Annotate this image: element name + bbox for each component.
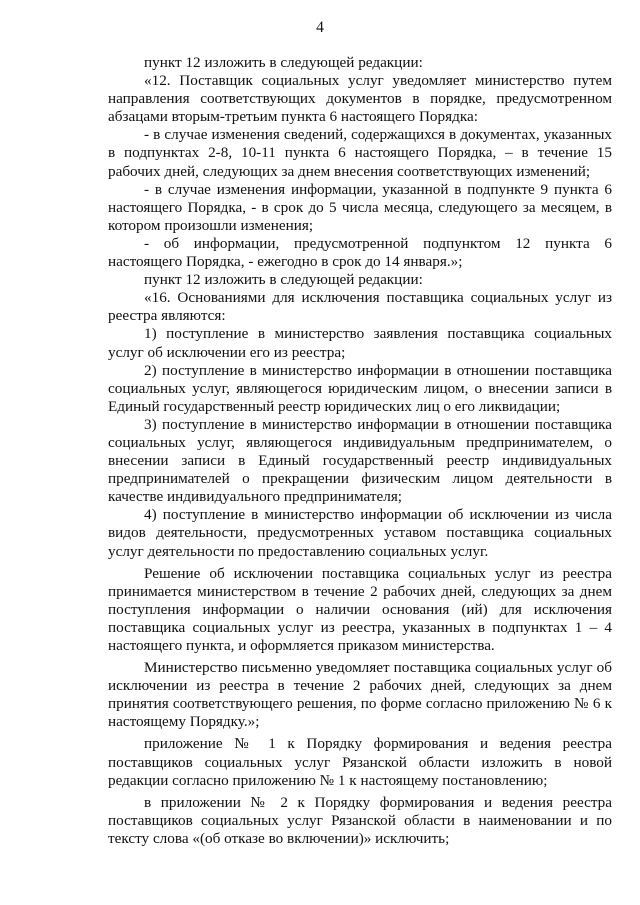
paragraph-dash-item-2: - в случае изменения информации, указанной в подпункте 9 пункта 6 настоящего Порядка, - в срок до 5 числа месяца, следующего за месяцем, в котором произошли изменения; xyxy=(108,180,612,234)
paragraph-ground-1: 1) поступление в министерство заявления поставщика социальных услуг об исключении его из реестра; xyxy=(108,325,612,361)
paragraph-ground-3: 3) поступление в министерство информации в отношении поставщика социальных услуг, являющегося индивидуальным предпринимателем, о внесении записи в Единый государственный реестр индивидуальных предпринимателей о прекращении физическим лицом деятельности в качестве индивидуального предпринимателя; xyxy=(108,415,612,506)
paragraph-notification: Министерство письменно уведомляет поставщика социальных услуг об исключении из реестра в течение 2 рабочих дней, следующих за днем принятия соответствующего решения, по форме согласно приложению № 6 к настоящему Порядку.»; xyxy=(108,659,612,731)
paragraph-point-16-intro: «16. Основаниями для исключения поставщика социальных услуг из реестра являются: xyxy=(108,289,612,325)
paragraph-dash-item-1: - в случае изменения сведений, содержащихся в документах, указанных в подпунктах 2-8, 10-11 пункта 6 настоящего Порядка, – в течение 15 рабочих дней, следующих за днем внесения соответствующих изменений; xyxy=(108,126,612,180)
page-number: 4 xyxy=(316,19,324,36)
paragraph-ground-4: 4) поступление в министерство информации об исключении из числа видов деятельности, предусмотренных уставом поставщика социальных услуг деятельности по предоставлению социальных услуг. xyxy=(108,506,612,560)
document-body xyxy=(108,54,612,848)
paragraph-amend-point-12: пункт 12 изложить в следующей редакции: xyxy=(144,54,423,71)
paragraph-dash-item-3: - об информации, предусмотренной подпунктом 12 пункта 6 настоящего Порядка, - ежегодно в срок до 14 января.»; xyxy=(108,234,612,271)
paragraph-point-12-intro: «12. Поставщик социальных услуг уведомляет министерство путем направления соответствующих документов в порядке, предусмотренном абзацами вторым-третьим пункта 6 настоящего Порядка: xyxy=(108,72,612,126)
paragraph-amend-point-16: пункт 12 изложить в следующей редакции: xyxy=(144,271,423,289)
paragraph-appendix-1: приложение № 1 к Порядку формирования и ведения реестра поставщиков социальных услуг Рязанской области изложить в новой редакции согласно приложению № 1 к настоящему постановлению; xyxy=(108,735,612,789)
paragraph-ground-2: 2) поступление в министерство информации в отношении поставщика социальных услуг, являющегося юридическим лицом, о внесении записи в Единый государственный реестр юридических лиц о его ликвидации; xyxy=(108,361,612,415)
paragraph-decision: Решение об исключении поставщика социальных услуг из реестра принимается министерством в течение 2 рабочих дней, следующих за днем поступления информации о наличии основания (ий) для исключения поставщика социальных услуг из реестра, указанных в подпунктах 1 – 4 настоящего пункта, и оформляется приказом министерства. xyxy=(108,564,612,654)
paragraph-appendix-2: в приложении № 2 к Порядку формирования и ведения реестра поставщиков социальных услуг Рязанской области в наименовании и по тексту слова «(об отказе во включении)» исключить; xyxy=(108,793,612,847)
